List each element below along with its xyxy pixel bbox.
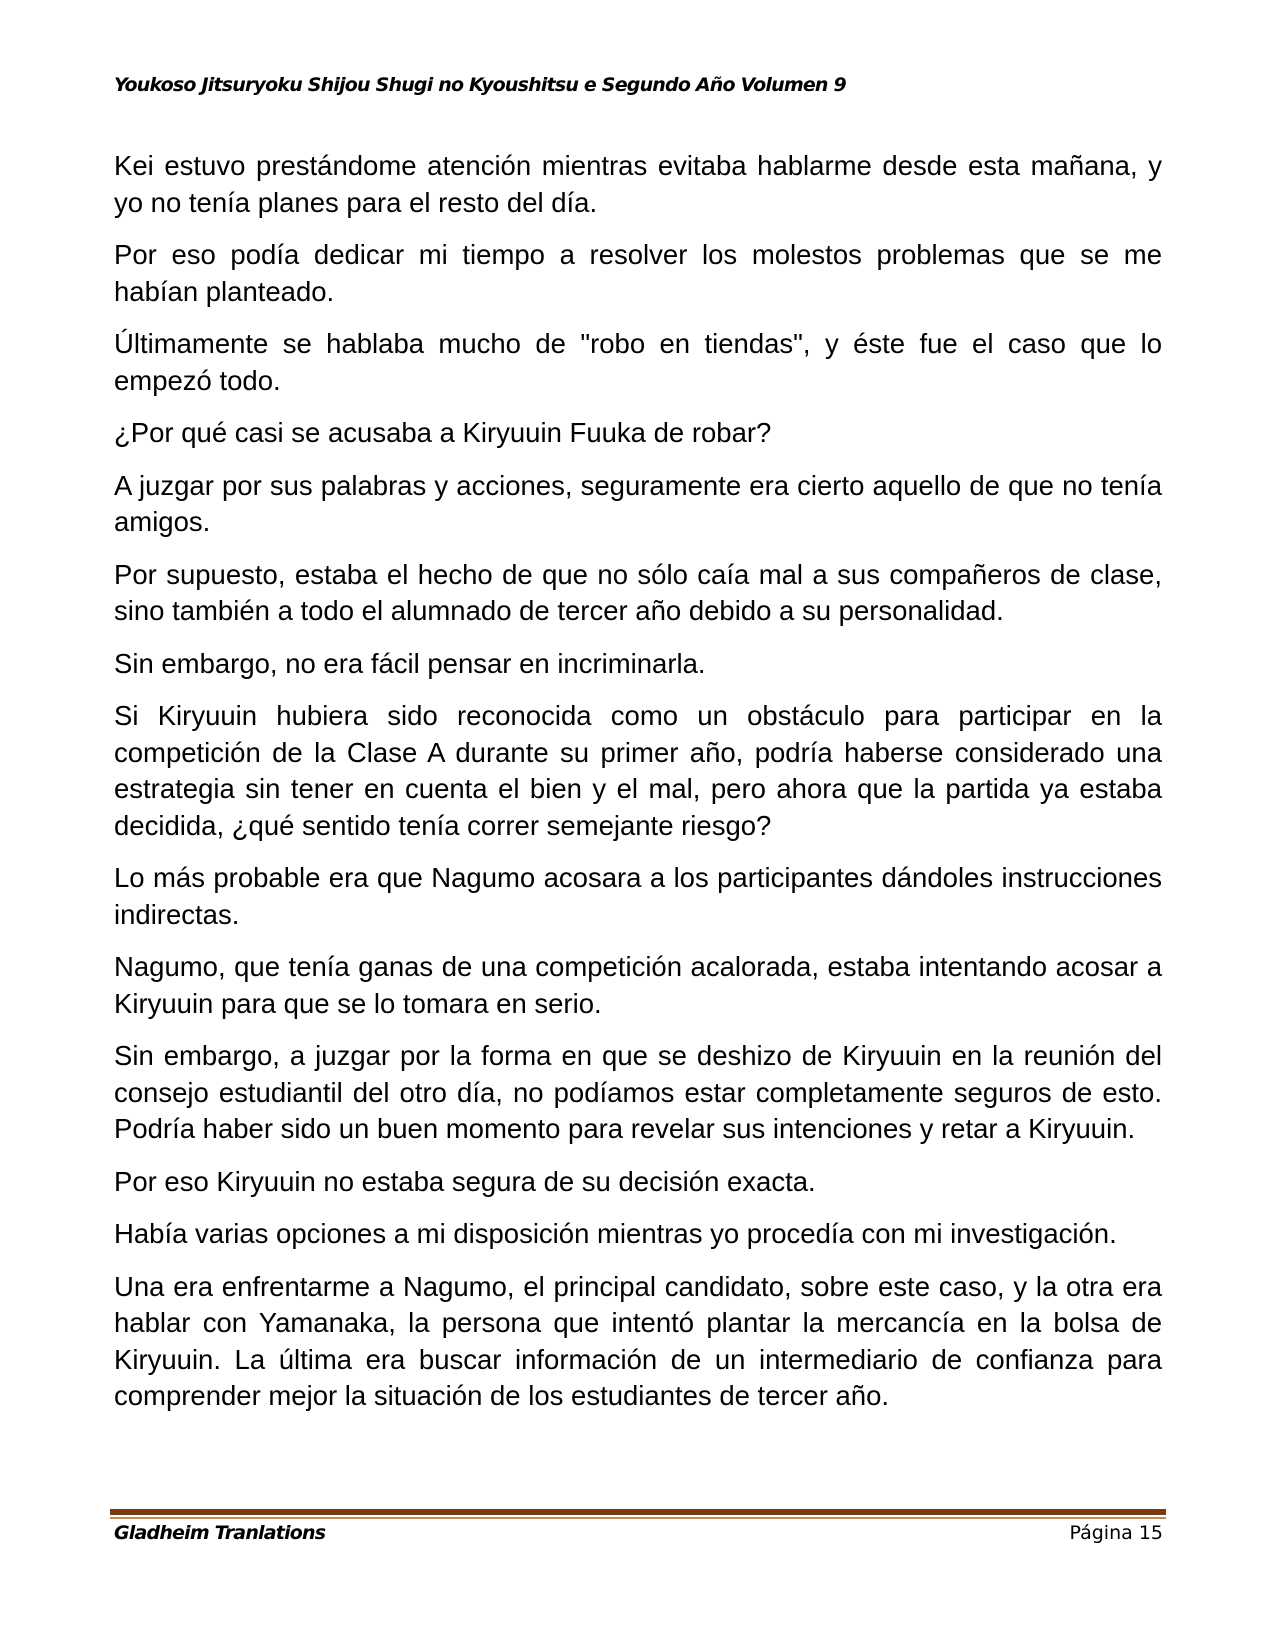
paragraph: Por supuesto, estaba el hecho de que no sólo caía mal a sus compañeros de clase, sino también a todo el alumnado de tercer año debido a su personalidad. [114,558,1162,626]
paragraph: Había varias opciones a mi disposición mientras yo procedía con mi investigación. [114,1218,1117,1249]
paragraph: Nagumo, que tenía ganas de una competición acalorada, estaba intentando acosar a Kiryuuin para que se lo tomara en serio. [114,951,1162,1019]
footer-rule-light [110,1517,1166,1519]
footer-rule-dark [110,1509,1166,1515]
paragraph: Kei estuvo prestándome atención mientras evitaba hablarme desde esta mañana, y yo no tenía planes para el resto del día. [114,150,1162,218]
page-label: Página [1069,1522,1133,1544]
paragraph: Lo más probable era que Nagumo acosara a los participantes dándoles instrucciones indirectas. [114,862,1162,930]
paragraph: Por eso podía dedicar mi tiempo a resolver los molestos problemas que se me habían planteado. [114,239,1162,307]
page-number [1069,1522,1163,1544]
running-header: Youkoso Jitsuryoku Shijou Shugi no Kyoushitsu e Segundo Año Volumen 9 [114,74,846,96]
paragraph: Sin embargo, no era fácil pensar en incriminarla. [114,647,706,679]
paragraph: Últimamente se hablaba mucho de "robo en tiendas", y éste fue el caso que lo empezó todo. [114,328,1162,396]
page-number-value: 15 [1138,1522,1163,1544]
paragraph: A juzgar por sus palabras y acciones, seguramente era cierto aquello de que no tenía amigos. [114,469,1162,537]
paragraph: Por eso Kiryuuin no estaba segura de su decisión exacta. [114,1165,816,1197]
footer-credit: Gladheim Tranlations [114,1522,326,1544]
paragraph: Sin embargo, a juzgar por la forma en que se deshizo de Kiryuuin en la reunión del consejo estudiantil del otro día, no podíamos estar completamente seguros de esto. Podría haber sido un buen momento para revelar sus intenciones y retar a Kiryuuin. [114,1040,1162,1144]
paragraph: ¿Por qué casi se acusaba a Kiryuuin Fuuka de robar? [114,417,772,448]
page-body [114,148,1162,1431]
paragraph: Si Kiryuuin hubiera sido reconocida como un obstáculo para participar en la competición de la Clase A durante su primer año, podría haberse considerado una estrategia sin tener en cuenta el bien y el mal, pero ahora que la partida ya estaba decidida, ¿qué sentido tenía correr semejante riesgo? [114,700,1162,841]
paragraph: Una era enfrentarme a Nagumo, el principal candidato, sobre este caso, y la otra era hablar con Yamanaka, la persona que intentó plantar la mercancía en la bolsa de Kiryuuin. La última era buscar información de un intermediario de confianza para comprender mejor la situación de los estudiantes de tercer año. [114,1270,1162,1411]
